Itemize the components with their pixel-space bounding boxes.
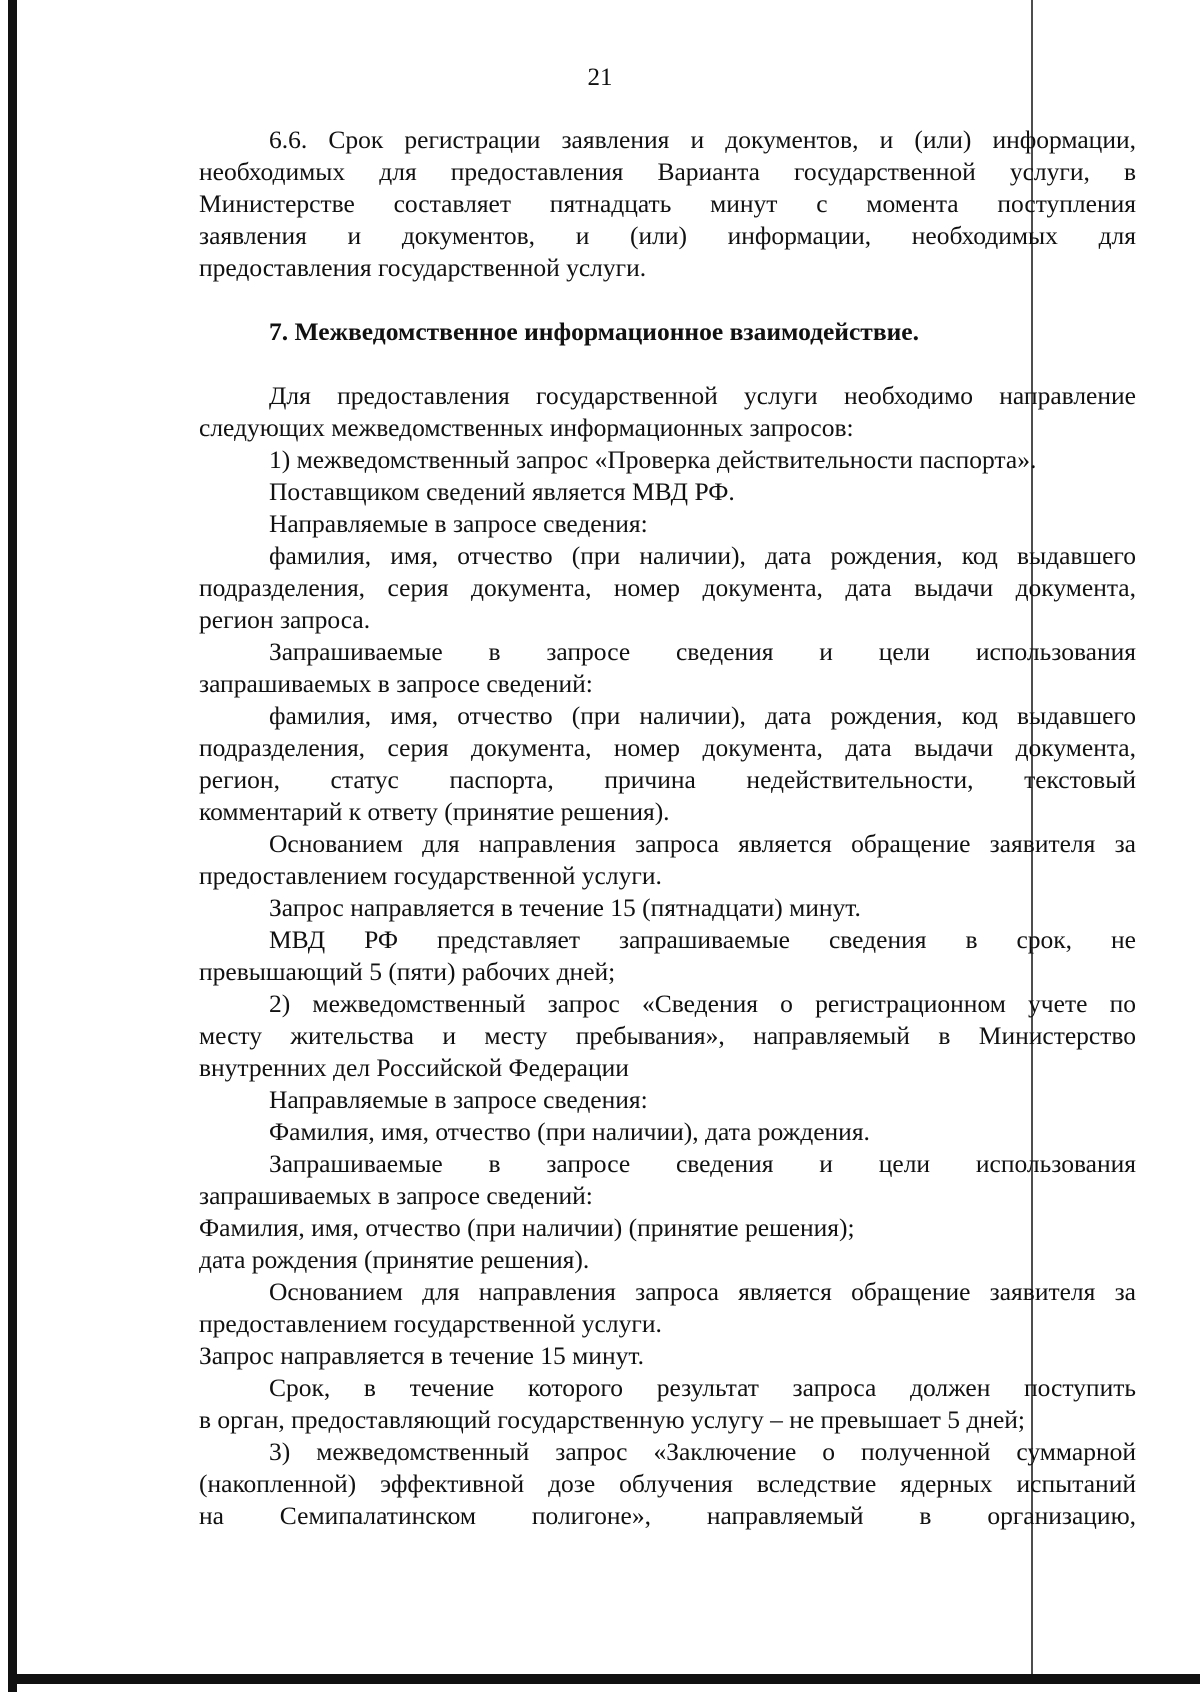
text-line: необходимых для предоставления Варианта государственной услуги, в	[199, 157, 1136, 186]
text-line: (накопленной) эффективной дозе облучения вследствие ядерных испытаний	[199, 1469, 1136, 1498]
text-line: регион запроса.	[199, 605, 371, 634]
text-line: превышающий 5 (пяти) рабочих дней;	[199, 957, 616, 986]
document-body	[199, 124, 1136, 1532]
text-line: Поставщиком сведений является МВД РФ.	[269, 477, 735, 506]
text-line: 3) межведомственный запрос «Заключение о полученной суммарной	[269, 1437, 1136, 1466]
text-line: запрашиваемых в запросе сведений:	[199, 669, 593, 698]
text-line: подразделения, серия документа, номер документа, дата выдачи документа,	[199, 573, 1136, 602]
text-line: 2) межведомственный запрос «Сведения о регистрационном учете по	[269, 989, 1136, 1018]
page-number: 21	[587, 64, 613, 91]
text-line: Срок, в течение которого результат запроса должен поступить	[269, 1373, 1136, 1402]
text-line: Для предоставления государственной услуги необходимо направление	[269, 381, 1136, 410]
blank-line	[199, 284, 1136, 316]
text-line: в орган, предоставляющий государственную услугу – не превышает 5 дней;	[199, 1405, 1026, 1434]
text-line: подразделения, серия документа, номер документа, дата выдачи документа,	[199, 733, 1136, 762]
text-line: Фамилия, имя, отчество (при наличии), дата рождения.	[269, 1117, 870, 1146]
text-line: Запрос направляется в течение 15 минут.	[199, 1341, 644, 1370]
text-line: запрашиваемых в запросе сведений:	[199, 1181, 593, 1210]
text-line: предоставлением государственной услуги.	[199, 861, 662, 890]
text-line: Основанием для направления запроса является обращение заявителя за	[269, 1277, 1136, 1306]
text-line: на Семипалатинском полигоне», направляемый в организацию,	[199, 1501, 1136, 1530]
section-heading: 7. Межведомственное информационное взаимодействие.	[269, 317, 919, 346]
text-line: предоставления государственной услуги.	[199, 253, 647, 282]
text-line: внутренних дел Российской Федерации	[199, 1053, 629, 1082]
scan-border-bottom	[8, 1674, 1200, 1684]
text-line: МВД РФ представляет запрашиваемые сведения в срок, не	[269, 925, 1136, 954]
text-line: Фамилия, имя, отчество (при наличии) (принятие решения);	[199, 1213, 855, 1242]
text-line: Запрашиваемые в запросе сведения и цели использования	[269, 1149, 1136, 1178]
text-line: Основанием для направления запроса является обращение заявителя за	[269, 829, 1136, 858]
text-line: Запрашиваемые в запросе сведения и цели использования	[269, 637, 1136, 666]
text-line: фамилия, имя, отчество (при наличии), дата рождения, код выдавшего	[269, 541, 1136, 570]
text-line: 1) межведомственный запрос «Проверка действительности паспорта».	[269, 445, 1037, 474]
text-line: месту жительства и месту пребывания», направляемый в Министерство	[199, 1021, 1136, 1050]
text-line: Направляемые в запросе сведения:	[269, 1085, 648, 1114]
text-line: Направляемые в запросе сведения:	[269, 509, 648, 538]
text-line: заявления и документов, и (или) информации, необходимых для	[199, 221, 1136, 250]
text-line: предоставлением государственной услуги.	[199, 1309, 662, 1338]
text-line: регион, статус паспорта, причина недействительности, текстовый	[199, 765, 1136, 794]
text-line: Министерстве составляет пятнадцать минут с момента поступления	[199, 189, 1136, 218]
text-line: следующих межведомственных информационных запросов:	[199, 413, 854, 442]
blank-line	[199, 348, 1136, 380]
text-line: 6.6. Срок регистрации заявления и документов, и (или) информации,	[269, 125, 1136, 154]
scan-border-left	[8, 0, 17, 1692]
text-line: Запрос направляется в течение 15 (пятнадцати) минут.	[269, 893, 861, 922]
text-line: комментарий к ответу (принятие решения).	[199, 797, 670, 826]
text-line: дата рождения (принятие решения).	[199, 1245, 590, 1274]
text-line: фамилия, имя, отчество (при наличии), дата рождения, код выдавшего	[269, 701, 1136, 730]
